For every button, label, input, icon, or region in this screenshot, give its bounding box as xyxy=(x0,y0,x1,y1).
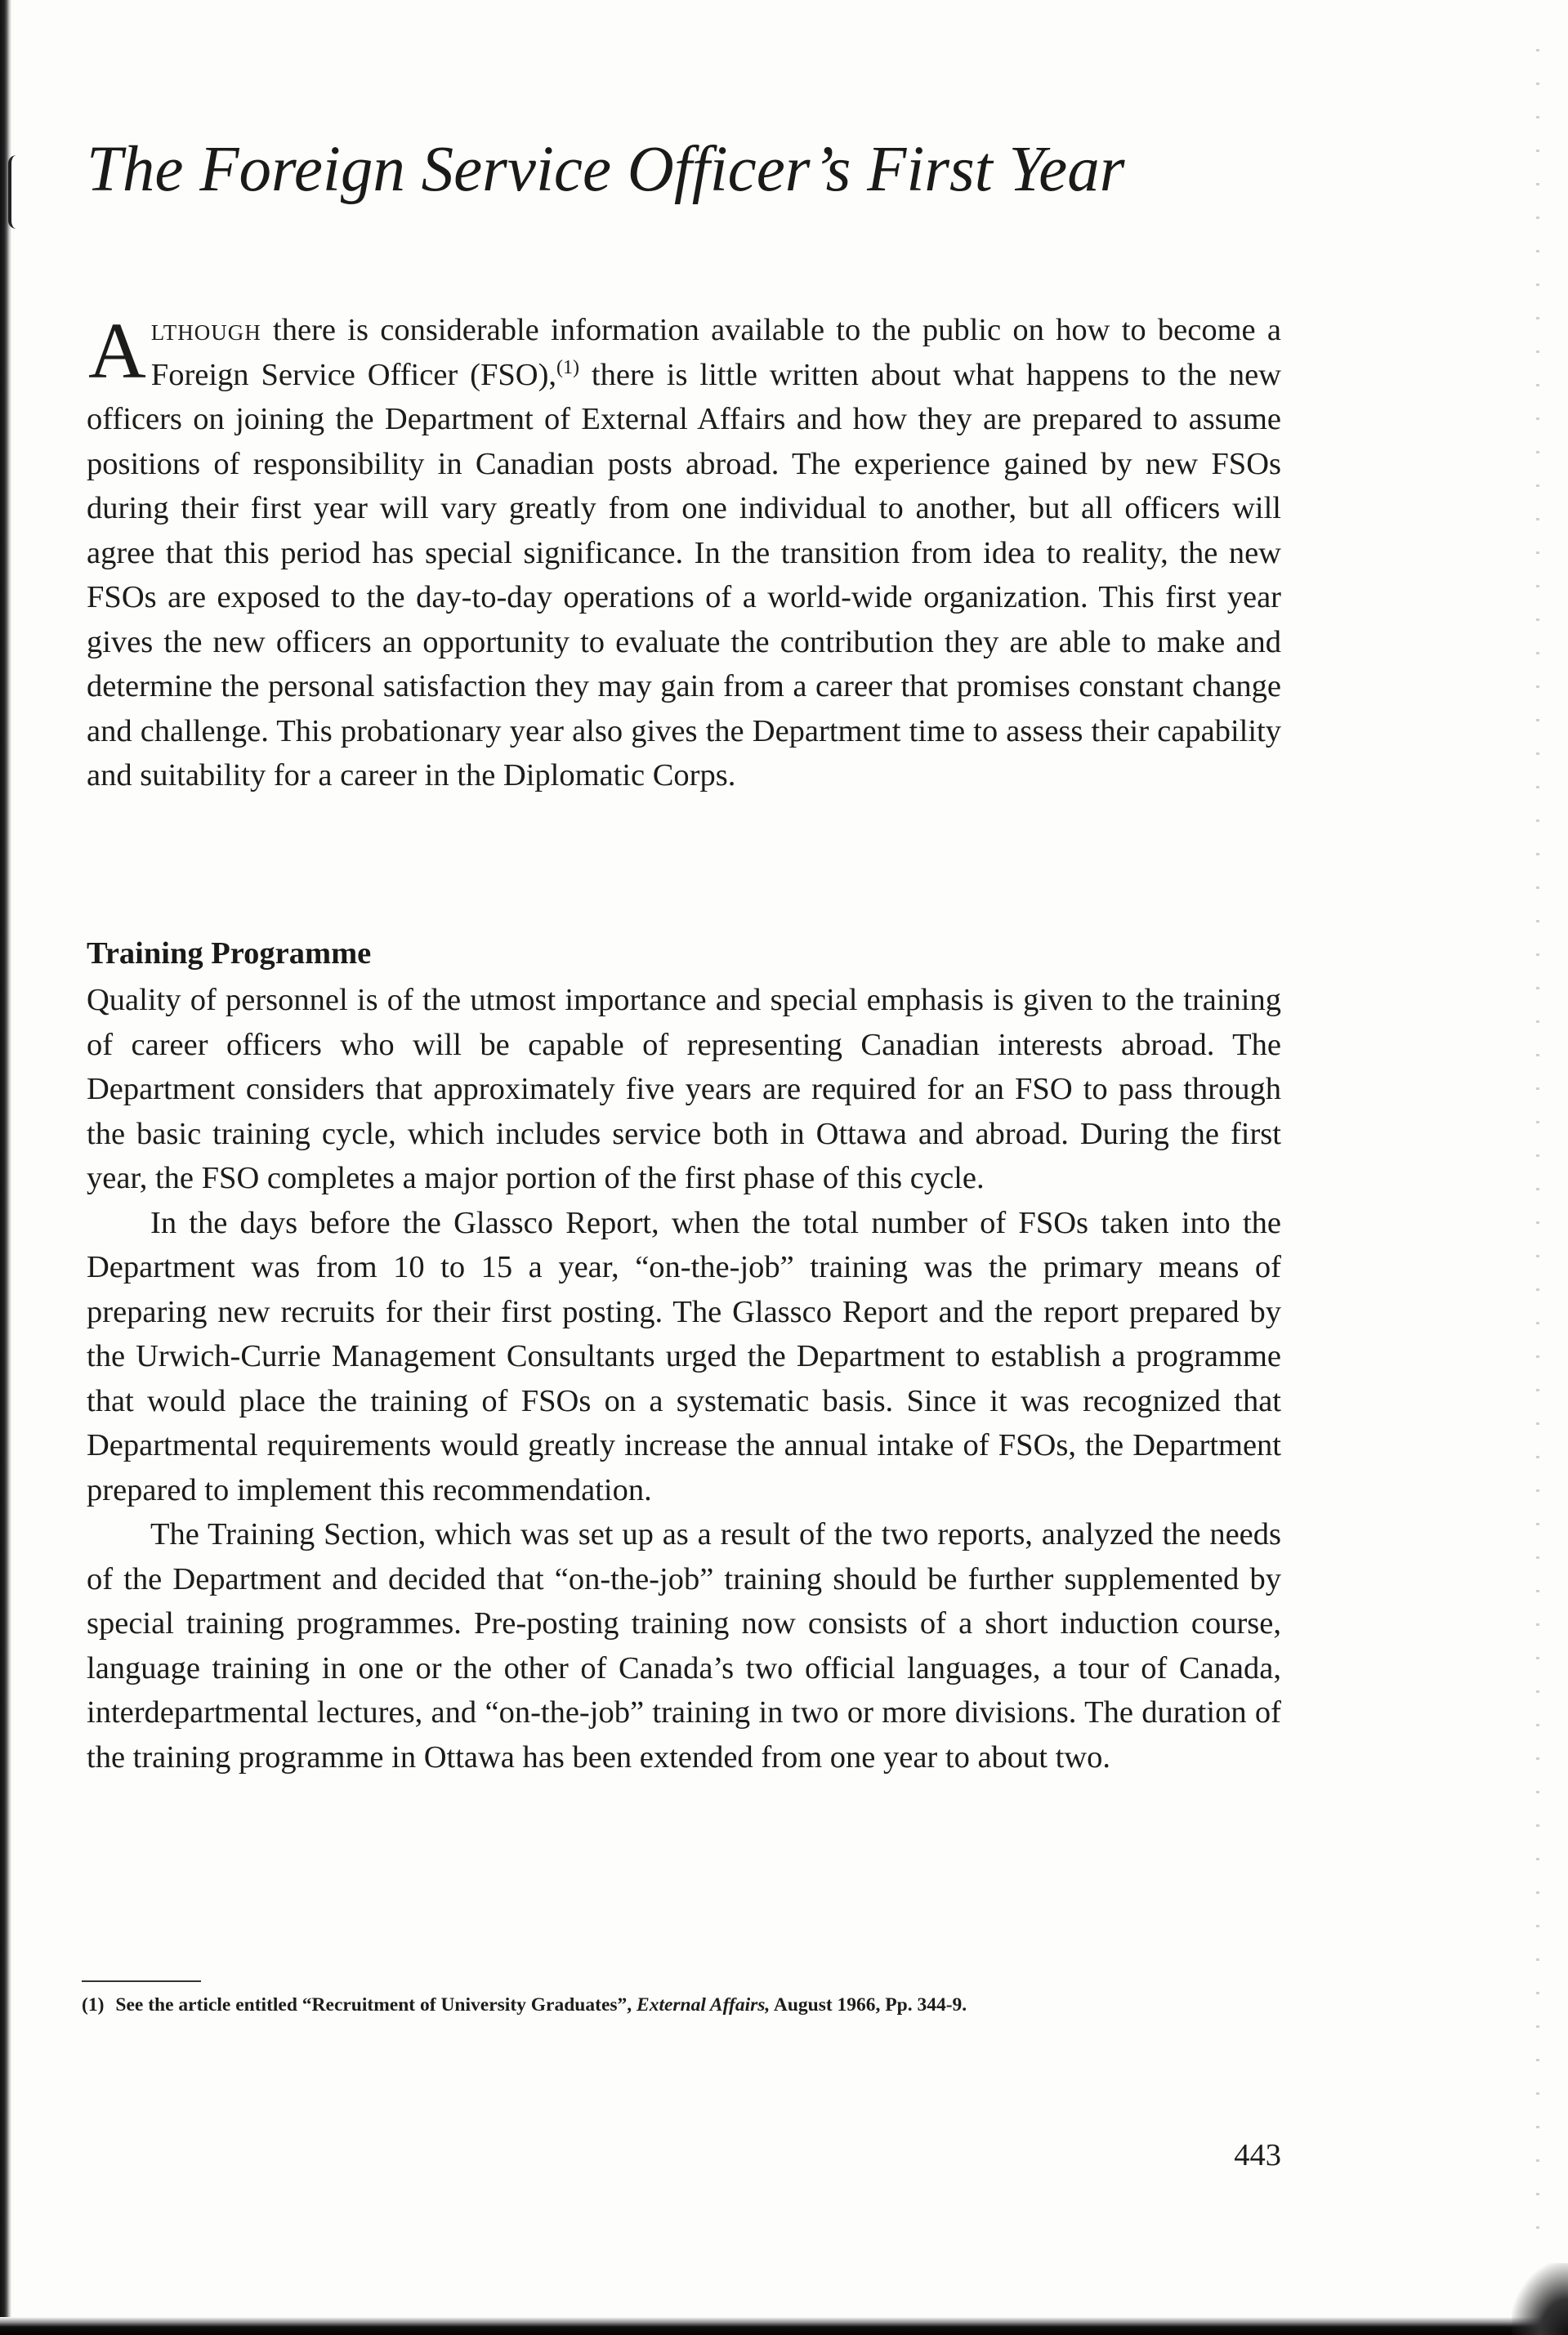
intro-paragraph xyxy=(87,308,1281,798)
footnote-rule xyxy=(82,1980,201,1982)
binding-mark xyxy=(8,155,20,229)
section-heading-training: Training Programme xyxy=(87,936,372,971)
bottom-page-edge xyxy=(0,2317,1568,2335)
training-paragraph-2: In the days before the Glassco Report, when the total number of FSOs taken into the Department was from 10 to 15 a year, “on-the-job” training was the primary means of preparing new recruits for their first posting. The Glassco Report and the report prepared by the Urwich-Currie Management Consultants urged the Department to establish a programme that would place the training of FSOs on a systematic basis. Since it was recognized that Departmental requirements would greatly increase the annual intake of FSOs, the Department prepared to implement this recommendation. xyxy=(87,1205,1281,1507)
corner-smudge xyxy=(1512,2263,1568,2335)
intro-text-part-2: there is little written about what happens to the new officers on joining the Department of External Affairs and how they are prepared to assume positions of responsibility in Canadian posts abroad. The experience gained by new FSOs during their first year will vary greatly from one individual to another, but all officers will agree that this period has special significance. In the transition from idea to reality, the new FSOs are exposed to the day-to-day operations of a world-wide organization. This first year gives the new officers an opportunity to evaluate the contribution they are able to make and determine the personal satisfaction they may gain from a career that promises constant change and challenge. This probationary year also gives the Department time to assess their capability and suitability for a career in the Diplomatic Corps. xyxy=(87,357,1281,792)
intro-lead-word: lthough xyxy=(150,313,261,347)
footnote-journal-title: External Affairs, xyxy=(637,1994,771,2016)
footnote-reference[interactable]: (1) xyxy=(556,356,580,378)
footnote-number: (1) xyxy=(82,1994,105,2016)
footnote-text-part-1: See the article entitled “Recruitment of University Graduates”, xyxy=(115,1994,637,2016)
training-section-body xyxy=(87,978,1281,1779)
page-number: 443 xyxy=(1234,2138,1281,2172)
binding-edge xyxy=(0,0,11,2335)
training-paragraph-1: Quality of personnel is of the utmost importance and special emphasis is given to the training of career officers who will be capable of representing Canadian interests abroad. The Department considers that approximately five years are required for an FSO to pass through the basic training cycle, which includes service both in Ottawa and abroad. During the first year, the FSO completes a major portion of the first phase of this cycle. xyxy=(87,983,1281,1195)
intro-text-part-1: there is considerable information available to the public on how to become a Foreign Service Officer (FSO), xyxy=(150,313,1281,392)
training-paragraph-3: The Training Section, which was set up as a result of the two reports, analyzed the needs of the Department and decided that “on-the-job” training should be further supplemented by special training programmes. Pre-posting training now consists of a short induction course, language training in one or the other of Canada’s two official languages, a tour of Canada, interdepartmental lectures, and “on-the-job” training in two or more divisions. The duration of the training programme in Ottawa has been extended from one year to about two. xyxy=(87,1517,1281,1775)
scan-speckles xyxy=(1536,49,1539,2255)
drop-cap: A xyxy=(88,307,146,395)
footnote-text-part-2: August 1966, Pp. 344-9. xyxy=(770,1994,967,2016)
article-title: The Foreign Service Officer’s First Year xyxy=(87,134,1125,205)
footnote xyxy=(82,1993,1291,2017)
